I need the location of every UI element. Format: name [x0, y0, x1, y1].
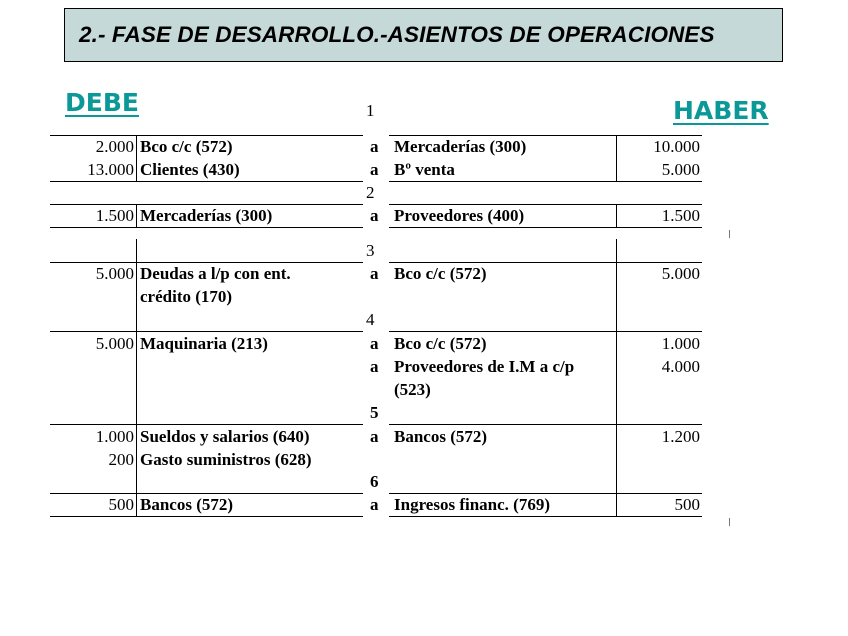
credit-account: Bº venta: [394, 160, 455, 179]
a-connector: a: [370, 334, 379, 353]
a-connector: a: [370, 160, 379, 179]
debit-amount: 5.000: [95, 334, 134, 353]
entry-number: 6: [370, 472, 379, 491]
column-rule: [616, 239, 617, 262]
credit-amount: 5.000: [661, 160, 700, 179]
credit-account: Ingresos financ. (769): [394, 495, 550, 514]
debit-account: Sueldos y salarios (640): [140, 427, 310, 446]
credit-amount: 5.000: [661, 264, 700, 283]
rule: [50, 516, 363, 517]
debit-amount: 2.000: [95, 137, 134, 156]
debit-amount: 13.000: [87, 160, 134, 179]
credit-account: Bco c/c (572): [394, 264, 487, 283]
column-rule: [136, 262, 137, 516]
credit-account: Proveedores de I.M a c/p: [394, 357, 575, 376]
debit-account: Maquinaria (213): [140, 334, 268, 353]
rule: [389, 227, 702, 228]
debit-account: Mercaderías (300): [140, 206, 273, 225]
slide-title-text: 2.- FASE DE DESARROLLO.-ASIENTOS DE OPERACIONES: [79, 22, 715, 47]
debit-amount: 200: [108, 450, 134, 469]
credit-amount: 1.200: [661, 427, 700, 446]
rule: [50, 135, 363, 136]
rule: [389, 516, 702, 517]
debit-account: Bancos (572): [140, 495, 234, 514]
column-rule: [616, 135, 617, 181]
rule: [50, 181, 363, 182]
rule: [50, 204, 363, 205]
rule: [389, 204, 702, 205]
credit-amount: 10.000: [653, 137, 700, 156]
a-connector: a: [370, 137, 379, 156]
rule: [389, 262, 702, 263]
entry-number: 2: [366, 183, 375, 202]
credit-amount: 500: [674, 495, 700, 514]
credit-amount: 1.000: [661, 334, 700, 353]
rule: [50, 262, 363, 263]
credit-amount: 4.000: [661, 357, 700, 376]
rule: [50, 331, 363, 332]
a-connector: a: [370, 357, 379, 376]
column-rule: [136, 204, 137, 227]
tick-mark: [729, 518, 730, 526]
debit-account-continued: crédito (170): [140, 287, 233, 306]
debit-account: Gasto suministros (628): [140, 450, 312, 469]
tick-mark: [729, 230, 730, 238]
rule: [50, 227, 363, 228]
debit-account: Deudas a l/p con ent.: [140, 264, 291, 283]
credit-account: Bancos (572): [394, 427, 488, 446]
entry-number: 4: [366, 310, 375, 329]
debit-amount: 1.000: [95, 427, 134, 446]
rule: [50, 493, 363, 494]
debit-account: Clientes (430): [140, 160, 240, 179]
rule: [50, 424, 363, 425]
column-rule: [136, 135, 137, 181]
credit-amount: 1.500: [661, 206, 700, 225]
credit-account: Proveedores (400): [394, 206, 525, 225]
debit-account: Bco c/c (572): [140, 137, 233, 156]
a-connector: a: [370, 427, 379, 446]
entry-number: 5: [370, 403, 379, 422]
debit-amount: 500: [108, 495, 134, 514]
entry-number: 1: [366, 101, 375, 120]
a-connector: a: [370, 264, 379, 283]
entry-number: 3: [366, 241, 375, 260]
debit-amount: 5.000: [95, 264, 134, 283]
debit-amount: 1.500: [95, 206, 134, 225]
column-rule: [616, 204, 617, 227]
haber-heading: HABER: [673, 96, 769, 125]
a-connector: a: [370, 495, 379, 514]
credit-account: Bco c/c (572): [394, 334, 487, 353]
column-rule: [136, 239, 137, 262]
credit-account: Mercaderías (300): [394, 137, 527, 156]
column-rule: [616, 262, 617, 516]
rule: [389, 331, 702, 332]
rule: [389, 493, 702, 494]
rule: [389, 135, 702, 136]
debe-heading: DEBE: [65, 88, 139, 117]
rule: [389, 424, 702, 425]
rule: [389, 181, 702, 182]
credit-account-continued: (523): [394, 380, 431, 399]
a-connector: a: [370, 206, 379, 225]
